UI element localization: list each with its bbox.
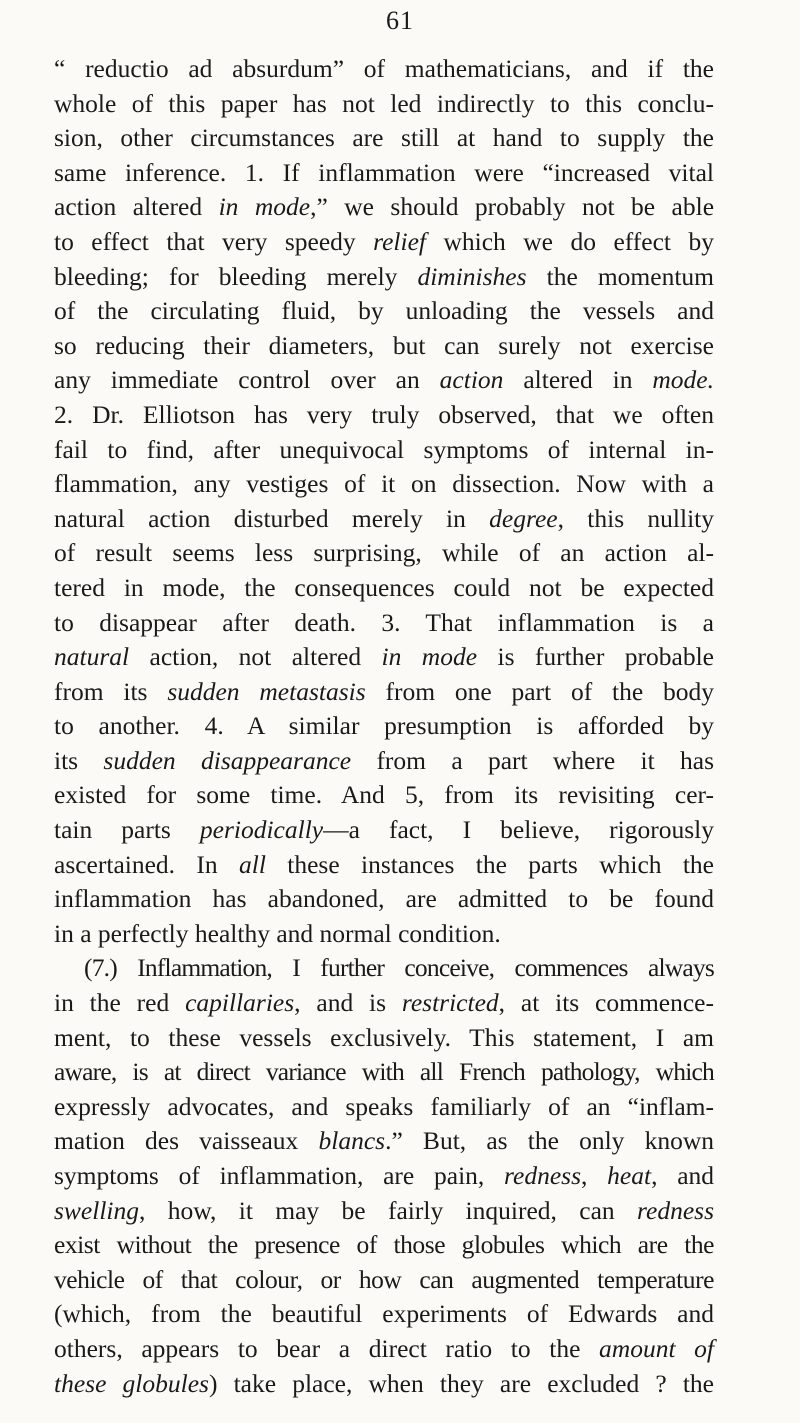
italic-text: capillaries: [185, 988, 295, 1018]
text-line: [54, 1297, 714, 1332]
text-line: [54, 986, 714, 1021]
text-run: symptoms of inflammation, are pain,: [54, 1161, 505, 1190]
text-line: [54, 294, 714, 329]
text-run: of the circulating fluid, by unloading the vessels and: [54, 296, 714, 326]
text-run: inflammation has abandoned, are admitted to be found: [54, 884, 714, 914]
text-line: [54, 1367, 714, 1402]
text-line: [54, 536, 714, 571]
text-run: flammation, any vestiges of it on dissection. Now with a: [54, 469, 714, 499]
text-run: existed for some time. And 5, from its revisiting cer-: [54, 780, 714, 810]
italic-text: action: [439, 365, 504, 395]
text-line: [54, 156, 714, 191]
italic-text: in mode: [218, 192, 311, 222]
text-run: .” But, as the only known: [385, 1126, 714, 1156]
text-line: [54, 1159, 714, 1194]
text-line: [54, 882, 714, 917]
text-line: [54, 433, 714, 468]
text-run: natural action disturbed merely in: [54, 503, 490, 533]
italic-text: swelling: [54, 1195, 140, 1225]
text-run: ,: [581, 1161, 608, 1190]
text-run: action, not altered: [129, 642, 382, 672]
italic-text: mode.: [652, 365, 714, 395]
italic-text: these globules: [54, 1368, 209, 1398]
text-run: from a part where it has: [351, 745, 714, 775]
text-line: [54, 225, 714, 260]
text-run: altered in: [503, 365, 653, 395]
text-run: , how, it may be fairly inquired, can: [139, 1195, 638, 1225]
text-line: [54, 709, 714, 744]
text-run: , at its commence-: [498, 988, 714, 1018]
text-run: expressly advocates, and speaks familiarly of an “inflam-: [54, 1091, 714, 1121]
text-run: , this nullity: [557, 503, 715, 533]
italic-text: in mode: [381, 642, 478, 672]
text-line: [54, 1021, 714, 1056]
text-line: [54, 1055, 714, 1090]
text-run: “ reductio ad absurdum” of mathematicians, and if the: [54, 54, 714, 83]
text-line: [54, 640, 714, 675]
italic-text: natural: [54, 642, 130, 672]
text-run: to effect that very speedy: [54, 226, 374, 256]
text-run: others, appears to bear a direct ratio to the: [54, 1333, 600, 1363]
text-line: [54, 951, 714, 986]
text-run: to disappear after death. 3. That inflammation is a: [54, 607, 714, 637]
italic-text: sudden disappearance: [103, 745, 352, 775]
text-run: action altered: [54, 192, 219, 222]
text-line: [54, 87, 714, 122]
italic-text: redness: [637, 1195, 714, 1225]
text-run: is further probable: [477, 642, 714, 672]
text-run: exist without the presence of those globules which are the: [54, 1230, 714, 1260]
text-run: —a fact, I believe, rigorously: [323, 815, 714, 845]
text-line: [54, 606, 714, 641]
text-line: [54, 813, 714, 848]
italic-text: restricted: [401, 988, 499, 1018]
text-run: in the red: [54, 988, 186, 1018]
text-line: [54, 363, 714, 398]
italic-text: periodically: [199, 815, 324, 845]
text-run: ment, to these vessels exclusively. This statement, I am: [54, 1022, 714, 1052]
text-run: , and is: [294, 988, 402, 1018]
text-line: [54, 848, 714, 883]
text-run: from one part of the body: [365, 676, 714, 706]
text-line: [54, 398, 714, 433]
text-run: its: [54, 745, 104, 775]
text-line: [54, 1332, 714, 1367]
text-line: [54, 329, 714, 364]
text-line: [54, 571, 714, 606]
text-line: [54, 121, 714, 156]
italic-text: redness: [504, 1161, 582, 1190]
italic-text: relief: [373, 226, 426, 256]
text-run: of result seems less surprising, while of an action al-: [54, 538, 714, 568]
text-run: in a perfectly healthy and normal condition.: [54, 918, 501, 948]
text-line: [54, 190, 714, 225]
text-run: ) take place, when they are excluded ? the: [208, 1368, 714, 1398]
text-run: vehicle of that colour, or how can augmented temperature: [54, 1264, 714, 1294]
italic-text: blancs: [318, 1126, 386, 1156]
italic-text: amount of: [599, 1333, 714, 1363]
text-run: to another. 4. A similar presumption is afforded by: [54, 711, 714, 741]
text-run: whole of this paper has not led indirectly to this conclu-: [54, 88, 714, 118]
text-run: any immediate control over an: [54, 365, 440, 395]
page-number: 61: [386, 6, 414, 35]
italic-text: sudden metastasis: [167, 676, 366, 706]
text-run: 2. Dr. Elliotson has very truly observed, that we often: [54, 399, 714, 429]
text-run: these instances the parts which the: [265, 849, 715, 879]
text-run: same inference. 1. If inflammation were “increased vital: [54, 157, 714, 187]
text-line: [54, 260, 714, 295]
text-run: sion, other circumstances are still at hand to supply the: [54, 123, 714, 153]
text-run: tered in mode, the consequences could not be expected: [54, 572, 714, 602]
italic-text: diminishes: [417, 261, 527, 291]
text-line: [54, 467, 714, 502]
text-run: ascertained. In: [54, 849, 239, 879]
text-run: so reducing their diameters, but can surely not exercise: [54, 330, 714, 360]
text-line: [54, 1263, 714, 1298]
text-run: (7.) Inflammation, I further conceive, commences always: [84, 953, 714, 983]
text-run: fail to find, after unequivocal symptoms of internal in-: [54, 434, 714, 464]
text-run: which we do effect by: [426, 226, 714, 256]
text-line: [54, 52, 714, 87]
text-run: (which, from the beautiful experiments of Edwards and: [54, 1299, 714, 1329]
italic-text: degree: [489, 503, 558, 533]
text-run: the momentum: [526, 261, 714, 291]
text-line: [54, 1090, 714, 1125]
text-line: [54, 778, 714, 813]
text-run: tain parts: [54, 815, 200, 845]
text-line: [54, 675, 714, 710]
text-line: [54, 502, 714, 537]
text-line: [54, 744, 714, 779]
text-run: , and: [651, 1161, 715, 1190]
text-line: [54, 1228, 714, 1263]
text-run: bleeding; for bleeding merely: [54, 261, 418, 291]
body-text: [54, 52, 714, 1401]
text-run: ,” we should probably not be able: [310, 192, 715, 222]
text-run: mation des vaisseaux: [54, 1126, 319, 1156]
text-run: from its: [54, 676, 168, 706]
text-line: [54, 1194, 714, 1229]
text-line: [54, 1124, 714, 1159]
italic-text: heat: [607, 1161, 652, 1190]
italic-text: all: [238, 849, 266, 879]
text-line: [54, 917, 714, 952]
text-run: aware, is at direct variance with all French pathology, which: [54, 1057, 714, 1087]
